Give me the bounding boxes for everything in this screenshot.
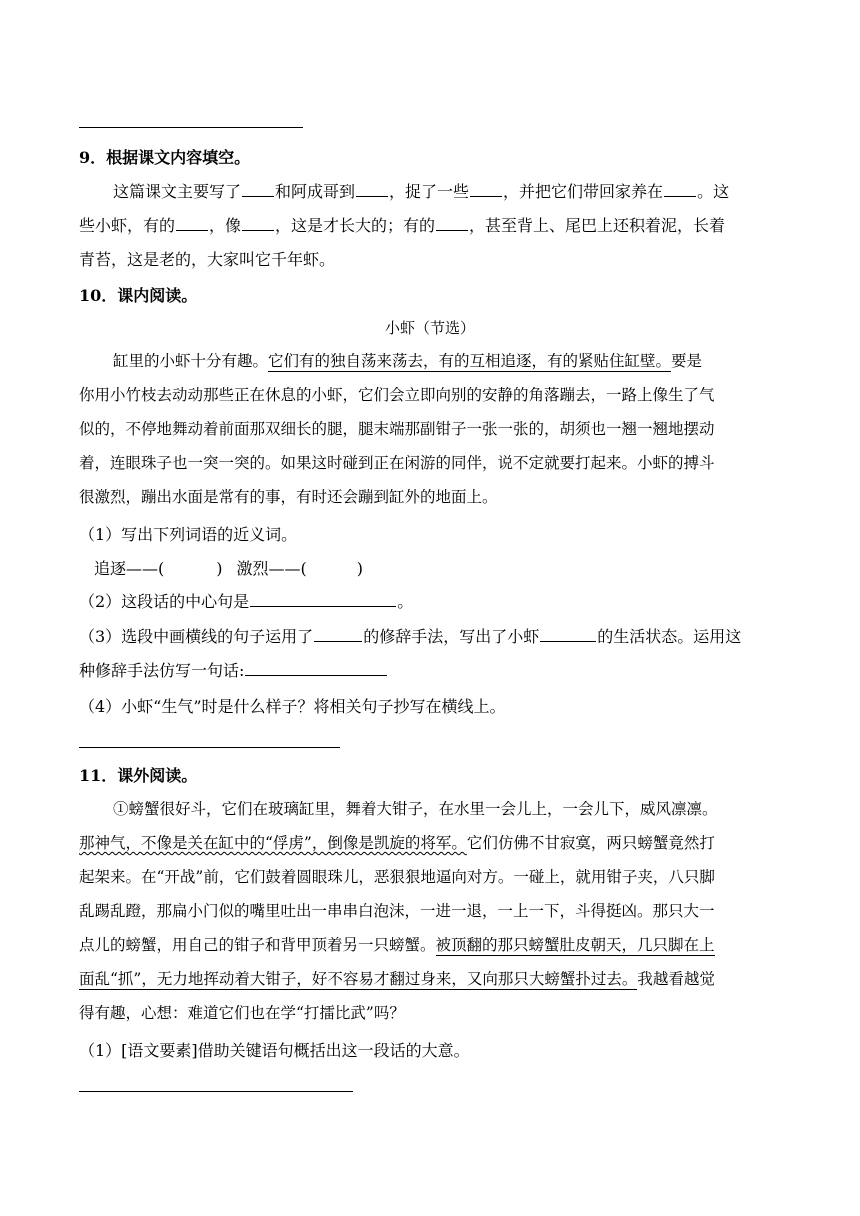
passage2-line-7: 得有趣，心想：难道它们也在学“打擂比武”吗？ <box>79 1004 405 1022</box>
answer-line[interactable] <box>79 1091 353 1092</box>
question-11-title: 11．课外阅读。 <box>79 766 198 785</box>
answer-line[interactable] <box>79 747 340 748</box>
text: 。 <box>397 592 414 611</box>
text: （3）选段中画横线的句子运用了 <box>79 627 314 646</box>
passage2-line-6 <box>79 968 715 990</box>
fill-blank[interactable] <box>470 182 502 197</box>
synonym-word-1: 追逐——( <box>94 559 165 578</box>
question-9-title: 9．根据课文内容填空。 <box>79 148 251 167</box>
text: 缸里的小虾十分有趣。 <box>113 352 269 370</box>
fill-blank[interactable] <box>176 216 208 231</box>
question-9-line-3: 青苔，这是老的，大家叫它千年虾。 <box>79 250 336 269</box>
text: 它们仿佛不甘寂寞，两只螃蟹竟然打 <box>466 834 715 852</box>
passage2-line-3: 起架来。在“开战”前，它们鼓着圆眼珠儿，恶狠狠地逼向对方。一碰上，就用钳子夹，八只脚 <box>79 868 715 886</box>
wavy-underlined-sentence: 那神气，不像是关在缸中的“俘虏”，倒像是凯旋的将军。 <box>79 834 467 852</box>
text: ) <box>356 559 363 578</box>
sub-question-3-line-1 <box>79 626 741 648</box>
text: 我越看越觉 <box>637 970 715 988</box>
text: 些小虾，有的 <box>79 216 176 235</box>
passage-title: 小虾（节选） <box>384 319 475 337</box>
passage2-line-5 <box>79 934 715 956</box>
sub-question-3-line-2 <box>79 660 388 682</box>
synonym-row <box>94 558 363 580</box>
text: 的修辞手法，写出了小虾 <box>363 627 540 646</box>
question-10-title: 10．课内阅读。 <box>79 286 198 305</box>
text: 的生活状态。运用这 <box>597 627 742 646</box>
sub-question-2 <box>79 591 413 613</box>
text: 种修辞手法仿写一句话: <box>79 661 245 680</box>
text: ，捉了一些 <box>389 182 470 201</box>
passage-line-2: 你用小竹枝去动动那些正在休息的小虾，它们会立即向别的安静的角落蹦去，一路上像生了气 <box>79 386 715 404</box>
fill-blank[interactable] <box>242 182 274 197</box>
text: ，并把它们带回家养在 <box>503 182 664 201</box>
passage2-line-2 <box>79 832 715 854</box>
question-9-line-2 <box>79 215 725 237</box>
question-11-sub-1: （1）[语文要素]借助关键语句概括出这一段话的大意。 <box>79 1041 470 1060</box>
fill-blank[interactable] <box>356 182 388 197</box>
synonym-word-2: 激烈——( <box>236 559 307 578</box>
passage-line-4: 着，连眼珠子也一突一突的。如果这时碰到正在闲游的同伴，说不定就要打起来。小虾的搏斗 <box>79 454 715 472</box>
text: ) <box>216 559 223 578</box>
text: ，像 <box>209 216 242 235</box>
underlined-sentence: 被顶翻的那只螃蟹肚皮朝天，几只脚在上 <box>435 936 715 954</box>
answer-line <box>79 127 303 128</box>
fill-blank[interactable] <box>314 627 362 642</box>
fill-blank[interactable] <box>250 592 396 607</box>
text: ，甚至背上、尾巴上还积着泥，长着 <box>469 216 726 235</box>
fill-blank[interactable] <box>245 661 387 676</box>
text: 要是 <box>671 352 703 370</box>
passage2-line-1: ①螃蟹很好斗，它们在玻璃缸里，舞着大钳子，在水里一会儿上，一会儿下，威风凛凛。 <box>113 800 718 818</box>
text: 和阿成哥到 <box>275 182 356 201</box>
fill-blank[interactable] <box>242 216 274 231</box>
text: 这篇课文主要写了 <box>113 182 242 201</box>
fill-blank[interactable] <box>436 216 468 231</box>
passage-line-3: 似的，不停地舞动着前面那双细长的腿，腿末端那副钳子一张一张的，胡须也一翘一翘地摆动 <box>79 420 715 438</box>
question-9-line-1 <box>113 181 729 203</box>
text: 。这 <box>697 182 730 201</box>
underlined-sentence: 它们有的独自荡来荡去，有的互相追逐，有的紧贴住缸壁。 <box>268 352 672 370</box>
passage2-line-4: 乱踢乱蹬，那扁小门似的嘴里吐出一串串白泡沫，一进一退，一上一下，斗得挺凶。那只大一 <box>79 902 715 920</box>
passage-line-1 <box>113 350 702 372</box>
text: （2）这段话的中心句是 <box>79 592 250 611</box>
text: ，这是才长大的；有的 <box>275 216 436 235</box>
underlined-sentence: 面乱“抓”，无力地挥动着大钳子，好不容易才翻过身来，又向那只大螃蟹扑过去。 <box>79 970 638 988</box>
sub-question-4: （4）小虾“生气”时是什么样子？将相关句子抄写在横线上。 <box>79 697 506 716</box>
fill-blank[interactable] <box>664 182 696 197</box>
text: 点儿的螃蟹，用自己的钳子和背甲顶着另一只螃蟹。 <box>79 936 436 954</box>
sub-question-1: （1）写出下列词语的近义词。 <box>79 525 298 544</box>
passage-line-5: 很激烈，蹦出水面是常有的事，有时还会蹦到缸外的地面上。 <box>79 488 498 506</box>
fill-blank[interactable] <box>540 627 596 642</box>
